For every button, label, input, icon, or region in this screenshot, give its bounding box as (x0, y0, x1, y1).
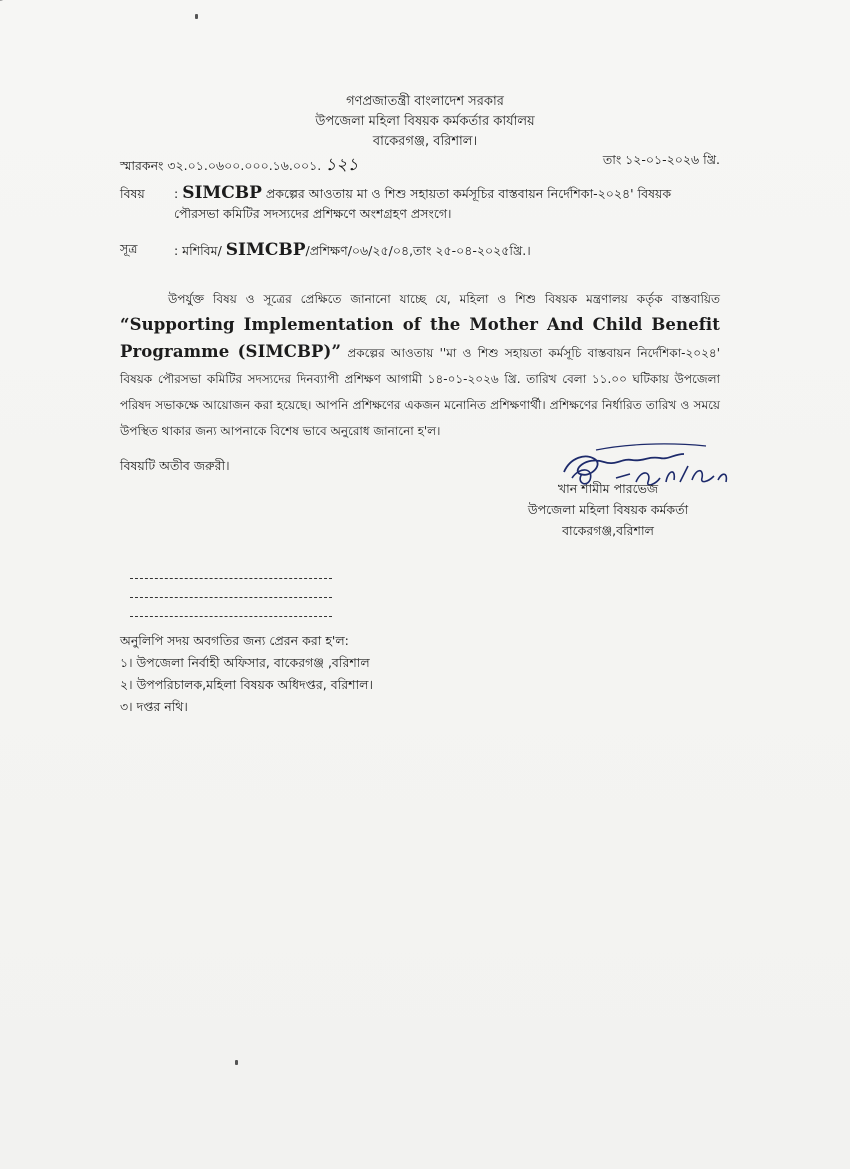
letter-body (120, 286, 720, 444)
reference-code: SIMCBP (225, 240, 306, 260)
signatory-name: খান শামীম পারভেজ (557, 481, 659, 496)
blank-line (130, 579, 332, 598)
copy-item: ১। উপজেলা নির্বাহী অফিসার, বাকেরগঞ্জ ,বরিশাল (120, 655, 370, 670)
copy-heading: অনুলিপি সদয় অবগতির জন্য প্রেরন করা হ'ল: (120, 633, 349, 648)
signatory-location: বাকেরগঞ্জ,বরিশাল (562, 523, 654, 538)
reference (120, 240, 720, 263)
subject-code: SIMCBP (182, 183, 262, 203)
subject-body: প্রকল্পের আওতায় মা ও শিশু সহায়তা কর্মসূচির বাস্তবায়ন নির্দেশিকা-২০২৪' বিষয়ক পৌরসভা কমিটির সদস্যদের প্রশিক্ষণে অংশগ্রহণ প্রসংগে। (174, 186, 672, 221)
urgent-note: বিষয়টি অতীব জরুরী। (120, 458, 230, 473)
paper-speck (235, 1060, 238, 1065)
memo-date: তাং ১২-০১-২০২৬ খ্রি. (602, 152, 720, 167)
blank-address-lines (130, 560, 332, 617)
blank-line (130, 598, 332, 617)
office-location: বাকেরগঞ্জ, বরিশাল। (372, 134, 478, 149)
copy-distribution (120, 630, 373, 718)
memo-number-prefix: স্মারকনং ৩২.০১.০৬০০.০০০.১৬.০০১. (120, 158, 322, 173)
body-part1: উপর্যুক্ত বিষয় ও সূত্রের প্রেক্ষিতে জানানো যাচ্ছে যে, মহিলা ও শিশু বিষয়ক মন্ত্রণালয় কর্তৃক বাস্তবায়িত (168, 292, 720, 306)
reference-text: : মশিবিম/ SIMCBP/প্রশিক্ষণ/০৬/২৫/০৪,তাং ২৫-০৪-২০২৫খ্রি.। (174, 240, 531, 260)
copy-item: ২। উপপরিচালক,মহিলা বিষয়ক অধিদপ্তর, বরিশাল। (120, 677, 373, 692)
body-part2: প্রকল্পের আওতায় ''মা ও শিশু সহায়তা কর্মসূচি বাস্তবায়ন নির্দেশিকা-২০২৪' বিষয়ক পৌরসভা কমিটির সদস্যদের দিনব্যাপী প্রশিক্ষণ আগামী ১৪-০১-২০২৬ খ্রি. তারিখ বেলা ১১.০০ ঘটিকায় উপজেলা পরিষদ সভাকক্ষে আয়োজন করা হয়েছে। আপনি প্রশিক্ষণের একজন মনোনিত প্রশিক্ষণার্থী। প্রশিক্ষণের নির্ধারিত তারিখ ও সময়ে উপস্থিত থাকার জন্য আপনাকে বিশেষ ভাবে অনুরোধ জানানো হ'ল। (120, 346, 720, 438)
signatory-designation: উপজেলা মহিলা বিষয়ক কর্মকর্তা (527, 502, 689, 517)
paper-speck (195, 14, 198, 19)
signatory-block (508, 478, 708, 541)
govt-name: গণপ্রজাতন্ত্রী বাংলাদেশ সরকার (346, 94, 504, 109)
letterhead (0, 92, 850, 152)
memo-number (120, 152, 358, 180)
subject-label: বিষয় (120, 186, 145, 201)
copy-item: ৩। দপ্তর নথি। (120, 699, 188, 714)
blank-line (130, 560, 332, 579)
body-programme-name: “Supporting Implementation of the Mother And Child Benefit Programme (SIMCBP)” (120, 315, 720, 361)
memo-number-handwritten: ১২১ (325, 155, 359, 175)
subject (120, 183, 720, 224)
paper-corner-mark (0, 0, 16, 9)
office-name: উপজেলা মহিলা বিষয়ক কর্মকর্তার কার্যালয় (315, 114, 535, 129)
reference-label: সূত্র (120, 241, 138, 256)
subject-text: : SIMCBP প্রকল্পের আওতায় মা ও শিশু সহায়তা কর্মসূচির বাস্তবায়ন নির্দেশিকা-২০২৪' বিষয়ক পৌরসভা কমিটির সদস্যদের প্রশিক্ষণে অংশগ্রহণ প্রসংগে। (174, 183, 672, 221)
